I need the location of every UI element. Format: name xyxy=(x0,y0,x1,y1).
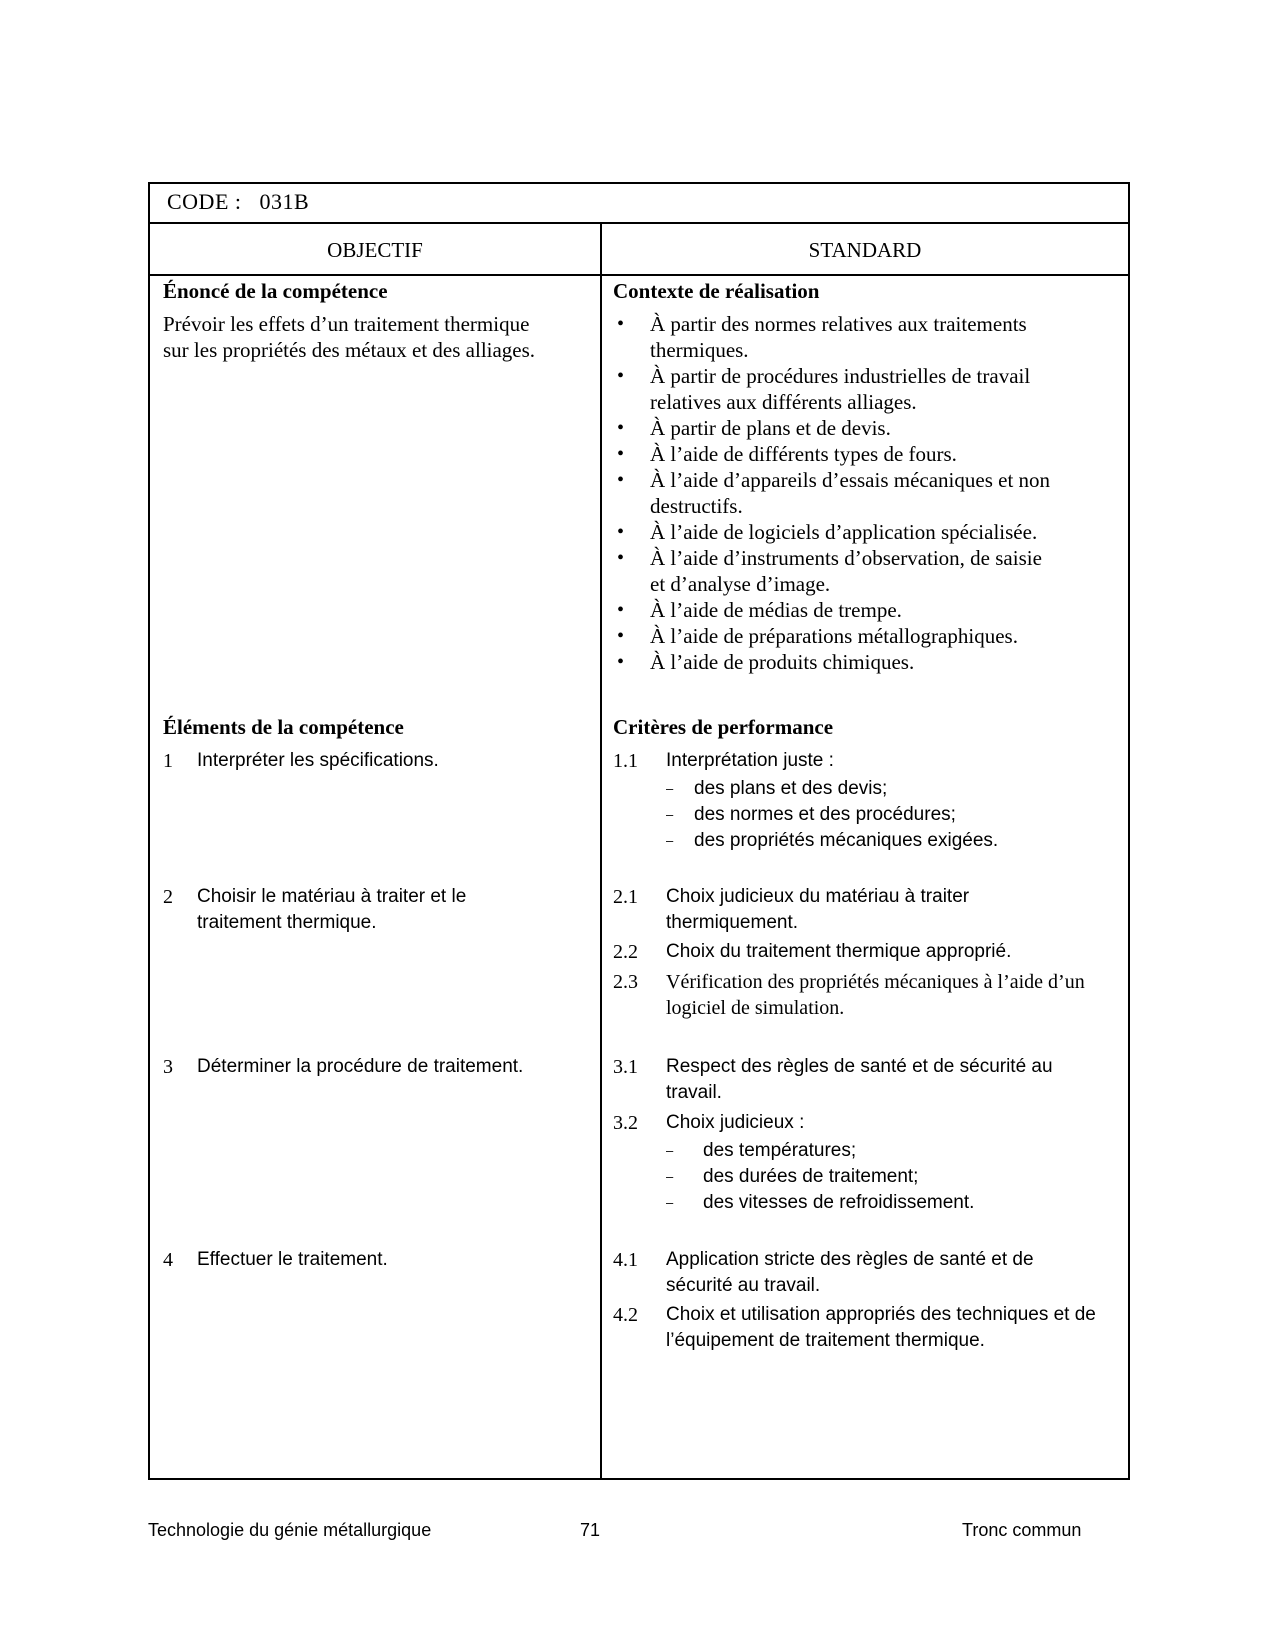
critere-3-1 xyxy=(613,1054,1093,1106)
critere-text: Vérification des propriétés mécaniques à l’aide d’un logiciel de simulation. xyxy=(666,971,1085,1019)
critere-text: Choix du traitement thermique approprié. xyxy=(666,941,1012,962)
critere-number: 1.1 xyxy=(613,750,638,772)
code-label: CODE : xyxy=(167,189,242,214)
column-divider xyxy=(600,222,602,1478)
list-item: • À partir de procédures industrielles de travail relatives aux différents alliages. xyxy=(613,363,1053,415)
enonce-text xyxy=(163,311,588,363)
code-value: 031B xyxy=(259,189,310,214)
critere-2-1 xyxy=(613,884,1073,936)
critere-text: Application stricte des règles de santé et de sécurité au travail. xyxy=(666,1249,1034,1296)
element-number: 3 xyxy=(163,1056,173,1078)
criteres-heading: Critères de performance xyxy=(613,715,834,739)
enonce-section xyxy=(163,278,588,363)
critere-2-2 xyxy=(613,939,1118,965)
critere-text: Respect des règles de santé et de sécurité au travail. xyxy=(666,1056,1053,1103)
sub-item: – des propriétés mécaniques exigées. xyxy=(666,828,1118,854)
critere-number: 4.2 xyxy=(613,1304,638,1326)
contexte-heading: Contexte de réalisation xyxy=(613,279,820,303)
element-3 xyxy=(163,1054,588,1080)
list-item: • À l’aide de logiciels d’application spécialisée. xyxy=(613,519,1053,545)
element-text: Déterminer la procédure de traitement. xyxy=(197,1056,524,1077)
code-text xyxy=(167,189,309,215)
critere-number: 2.2 xyxy=(613,941,638,963)
critere-4-1 xyxy=(613,1247,1083,1299)
critere-2-3 xyxy=(613,969,1103,1021)
enonce-heading: Énoncé de la compétence xyxy=(163,279,388,303)
critere-text: Choix judicieux du matériau à traiter thermiquement. xyxy=(666,886,970,933)
critere-number: 3.1 xyxy=(613,1056,638,1078)
competency-table xyxy=(148,182,1130,1480)
element-4 xyxy=(163,1247,588,1273)
elements-heading: Éléments de la compétence xyxy=(163,715,404,739)
list-item: • À partir des normes relatives aux traitements thermiques. xyxy=(613,311,1053,363)
footer-section: Tronc commun xyxy=(962,1520,1082,1540)
code-row xyxy=(150,184,1128,224)
list-item: • À l’aide de médias de trempe. xyxy=(613,597,1053,623)
enonce-text-line1: Prévoir les effets d’un traitement thermique xyxy=(163,312,530,336)
critere-4-2 xyxy=(613,1302,1118,1354)
footer-title: Technologie du génie métallurgique xyxy=(148,1520,432,1540)
critere-number: 2.1 xyxy=(613,886,638,908)
header-standard: STANDARD xyxy=(602,222,1128,276)
sub-item: – des normes et des procédures; xyxy=(666,802,1118,828)
critere-1-1 xyxy=(613,748,1118,854)
critere-3-2 xyxy=(613,1110,1118,1216)
list-item: • À partir de plans et de devis. xyxy=(613,415,1053,441)
list-item: • À l’aide d’instruments d’observation, de saisie et d’analyse d’image. xyxy=(613,545,1053,597)
element-number: 4 xyxy=(163,1249,173,1271)
sub-item: – des durées de traitement; xyxy=(666,1164,1118,1190)
sub-item: – des vitesses de refroidissement. xyxy=(666,1190,1118,1216)
critere-text: Choix et utilisation appropriés des techniques et de l’équipement de traitement thermique. xyxy=(666,1304,1096,1351)
contexte-section xyxy=(613,278,1118,675)
contexte-list xyxy=(613,311,1053,675)
critere-text: Choix judicieux : xyxy=(666,1112,805,1133)
critere-number: 2.3 xyxy=(613,971,638,993)
element-text: Interpréter les spécifications. xyxy=(197,750,439,771)
list-item: • À l’aide d’appareils d’essais mécaniques et non destructifs. xyxy=(613,467,1053,519)
element-text: Effectuer le traitement. xyxy=(197,1249,388,1270)
page-number: 71 xyxy=(580,1520,601,1540)
element-number: 1 xyxy=(163,750,173,772)
sub-item: – des plans et des devis; xyxy=(666,776,1118,802)
critere-number: 3.2 xyxy=(613,1112,638,1134)
criteres-heading-block xyxy=(613,714,1118,740)
elements-heading-block xyxy=(163,714,588,740)
list-item: • À l’aide de différents types de fours. xyxy=(613,441,1053,467)
list-item: • À l’aide de produits chimiques. xyxy=(613,649,1053,675)
element-text: Choisir le matériau à traiter et le traitement thermique. xyxy=(197,886,467,933)
critere-text: Interprétation juste : xyxy=(666,750,834,771)
enonce-text-line2: sur les propriétés des métaux et des alliages. xyxy=(163,338,536,362)
critere-1-1-subs xyxy=(666,776,1118,854)
element-1 xyxy=(163,748,483,774)
list-item: • À l’aide de préparations métallographiques. xyxy=(613,623,1053,649)
critere-3-2-subs xyxy=(666,1138,1118,1216)
header-objectif: OBJECTIF xyxy=(150,222,600,276)
critere-number: 4.1 xyxy=(613,1249,638,1271)
element-2 xyxy=(163,884,503,936)
sub-item: – des températures; xyxy=(666,1138,1118,1164)
element-number: 2 xyxy=(163,886,173,908)
